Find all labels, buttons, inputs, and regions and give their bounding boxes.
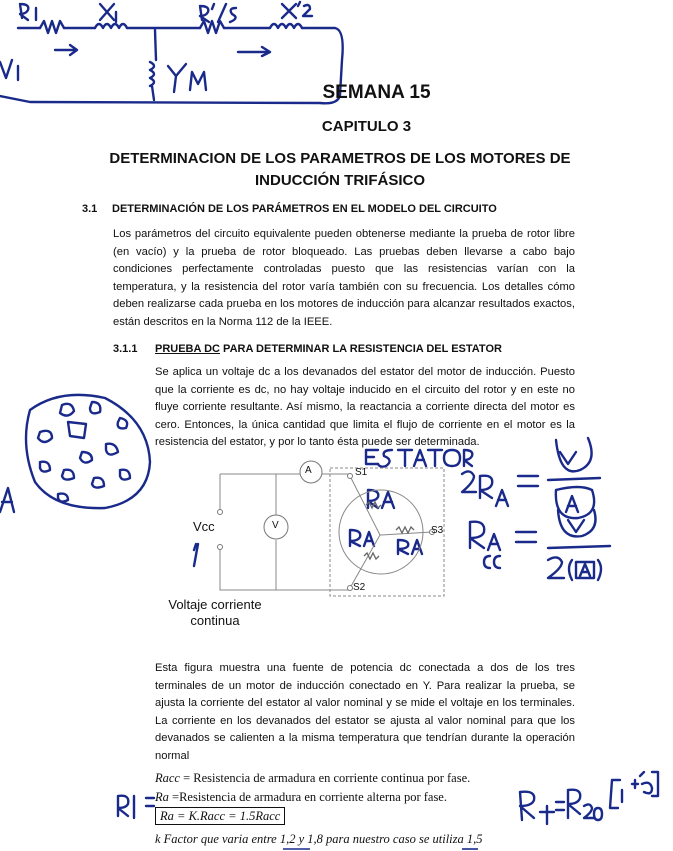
terminal-s3: S3 xyxy=(431,525,444,536)
ra-formula xyxy=(155,809,285,824)
section-title: DETERMINACIÓN DE LOS PARÁMETROS EN EL MODELO DEL CIRCUITO xyxy=(112,203,497,215)
figure-caption xyxy=(155,597,275,629)
racc-symbol: Racc xyxy=(155,771,180,785)
section-paragraph: Los parámetros del circuito equivalente pueden obtenerse mediante la prueba de rotor libre (en vacío) y la prueba de rotor bloqueado. Las pruebas deben llevarse a cabo bajo condiciones perfectamente controladas puesto que las resistencias varían con la temperatura, y la resistencia del rotor varía también con su frecuencia. Los detalles cómo deben realizarse cada prueba en los motores de inducción para alcanzar resultados exactos, están descritos en la Norma 112 de la IEEE. xyxy=(113,228,575,328)
ra-definition xyxy=(155,790,447,805)
page-title-line1: DETERMINACION DE LOS PARAMETROS DE LOS MOTORES DE xyxy=(109,150,571,167)
chapter-title: CAPITULO 3 xyxy=(321,118,412,135)
week-title: SEMANA 15 xyxy=(322,82,431,103)
subsection-heading xyxy=(113,343,502,355)
figure-explanation: Esta figura muestra una fuente de potencia dc conectada a dos de los tres terminales de un motor de inducción conectado en Y. Para realizar la prueba, se ajusta la corriente del estator al valor nominal y se mide el voltaje en los terminales. La corriente en los devanados del estator se ajusta al valor nominal para que los devanados se calienten a la misma temperatura que tendrían durante la operación normal xyxy=(155,662,575,762)
vcc-label: Vcc xyxy=(193,519,215,534)
ra-symbol: Ra xyxy=(155,790,169,804)
x2-inductor xyxy=(270,24,302,28)
r2-resistor xyxy=(200,21,224,33)
ammeter-label: A xyxy=(305,465,312,476)
hand-a xyxy=(0,488,14,512)
voltmeter-label: V xyxy=(272,520,279,531)
k-factor-text: k Factor que varia entre 1,2 y 1,8 para nuestro caso se utiliza 1,5 xyxy=(155,832,483,846)
terminal-s2: S2 xyxy=(353,582,366,593)
racc-text: = Resistencia de armadura en corriente continua por fase. xyxy=(179,771,471,785)
figure-caption-line1: Voltaje corriente xyxy=(168,597,262,612)
racc-definition xyxy=(155,771,470,786)
x1-inductor xyxy=(95,24,127,28)
ra-formula-box xyxy=(155,807,285,825)
subsection-title-rest: PARA DETERMINAR LA RESISTENCIA DEL ESTATOR xyxy=(220,343,502,355)
section-number: 3.1 xyxy=(82,203,98,215)
subsection-number: 3.1.1 xyxy=(113,343,138,355)
current-arrow xyxy=(55,45,77,55)
rotor-sketch xyxy=(26,395,150,508)
ra-text: =Resistencia de armadura en corriente alterna por fase. xyxy=(168,790,447,804)
r1-resistor xyxy=(40,21,64,33)
page-title xyxy=(90,148,590,192)
subsection-title-underlined: PRUEBA DC xyxy=(155,343,220,355)
dc-test-figure xyxy=(220,468,444,596)
figure-caption-line2: continua xyxy=(190,613,240,628)
ra-formula-text: Ra = K.Racc = 1.5Racc xyxy=(160,809,281,823)
k-factor xyxy=(155,832,483,847)
page-title-line2: INDUCCIÓN TRIFÁSICO xyxy=(255,172,425,189)
subsection-paragraph: Se aplica un voltaje dc a los devanados del estator del motor de inducción. Puesto que la corriente es dc, no hay voltaje inducido en el circuito del rotor y en este no fluye corriente resultante. Así mismo, la reactancia a corriente directa del motor es cero. Entonces, la única cantidad que limita el flujo de corriente en el motor es la resistencia del estator, y por lo tanto ésta puede ser determinada. xyxy=(155,366,575,449)
section-heading xyxy=(82,203,497,215)
terminal-s1: S1 xyxy=(355,467,368,478)
